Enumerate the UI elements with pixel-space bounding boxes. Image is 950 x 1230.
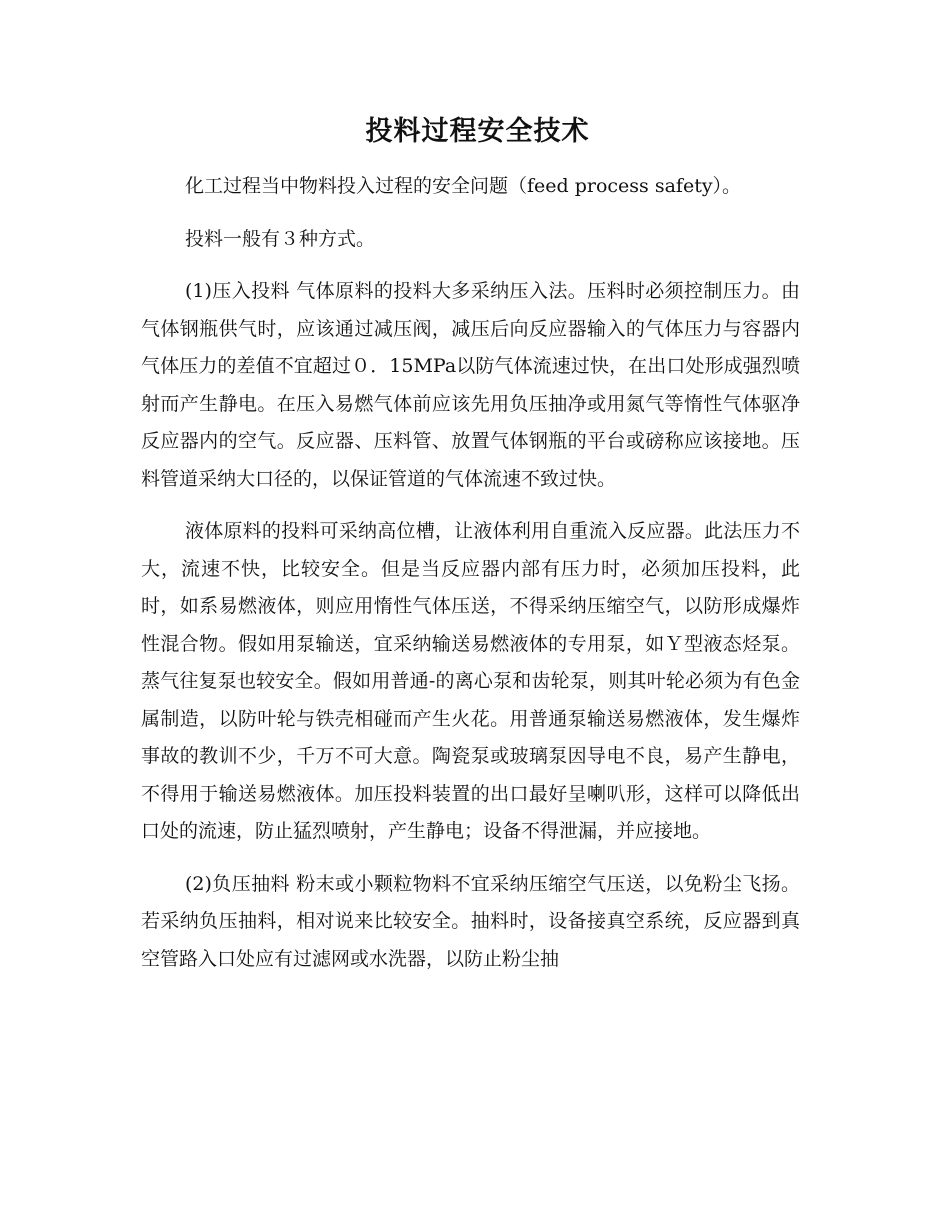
paragraph-vacuum-feed: (2)负压抽料 粉末或小颗粒物料不宜采纳压缩空气压送，以免粉尘飞扬。若采纳负压抽料，相对说来比较安全。抽料时，设备接真空系统，反应器到真空管路入口处应有过滤网或水洗器，以防止粉尘抽: [141, 872, 800, 970]
paragraph-liquid-feed: 液体原料的投料可采纳高位槽，让液体利用自重流入反应器。此法压力不大，流速不快，比较安全。但是当反应器内部有压力时，必须加压投料，此时，如系易燃液体，则应用惰性气体压送，不得采纳压缩空气，以防形成爆炸性混合物。假如用泵输送，宜采纳输送易燃液体的专用泵，如Ｙ型液态烃泵。蒸气往复泵也较安全。假如用普通-的离心泵和齿轮泵，则其叶轮必须为有色金属制造，以防叶轮与铁壳相碰而产生火花。用普通泵输送易燃液体，发生爆炸事故的教训不少，千万不可大意。陶瓷泵或玻璃泵因导电不良，易产生静电，不得用于输送易燃液体。加压投料装置的出口最好呈喇叭形，这样可以降低出口处的流速，防止猛烈喷射，产生静电；设备不得泄漏，并应接地。: [141, 520, 800, 842]
paragraph-intro: 化工过程当中物料投入过程的安全问题（feed process safety）。: [185, 175, 742, 197]
document-title: 投料过程安全技术: [365, 116, 590, 147]
paragraph-methods: 投料一般有３种方式。: [185, 227, 376, 250]
paragraph-pressure-feed: (1)压入投料 气体原料的投料大多采纳压入法。压料时必须控制压力。由气体钢瓶供气时，应该通过减压阀，减压后向反应器输入的气体压力与容器内气体压力的差值不宜超过０．15MPa以防气体流速过快，在出口处形成强烈喷射而产生静电。在压入易燃气体前应该先用负压抽净或用氮气等惰性气体驱净反应器内的空气。反应器、压料管、放置气体钢瓶的平台或磅称应该接地。压料管道采纳大口径的，以保证管道的气体流速不致过快。: [141, 280, 800, 490]
